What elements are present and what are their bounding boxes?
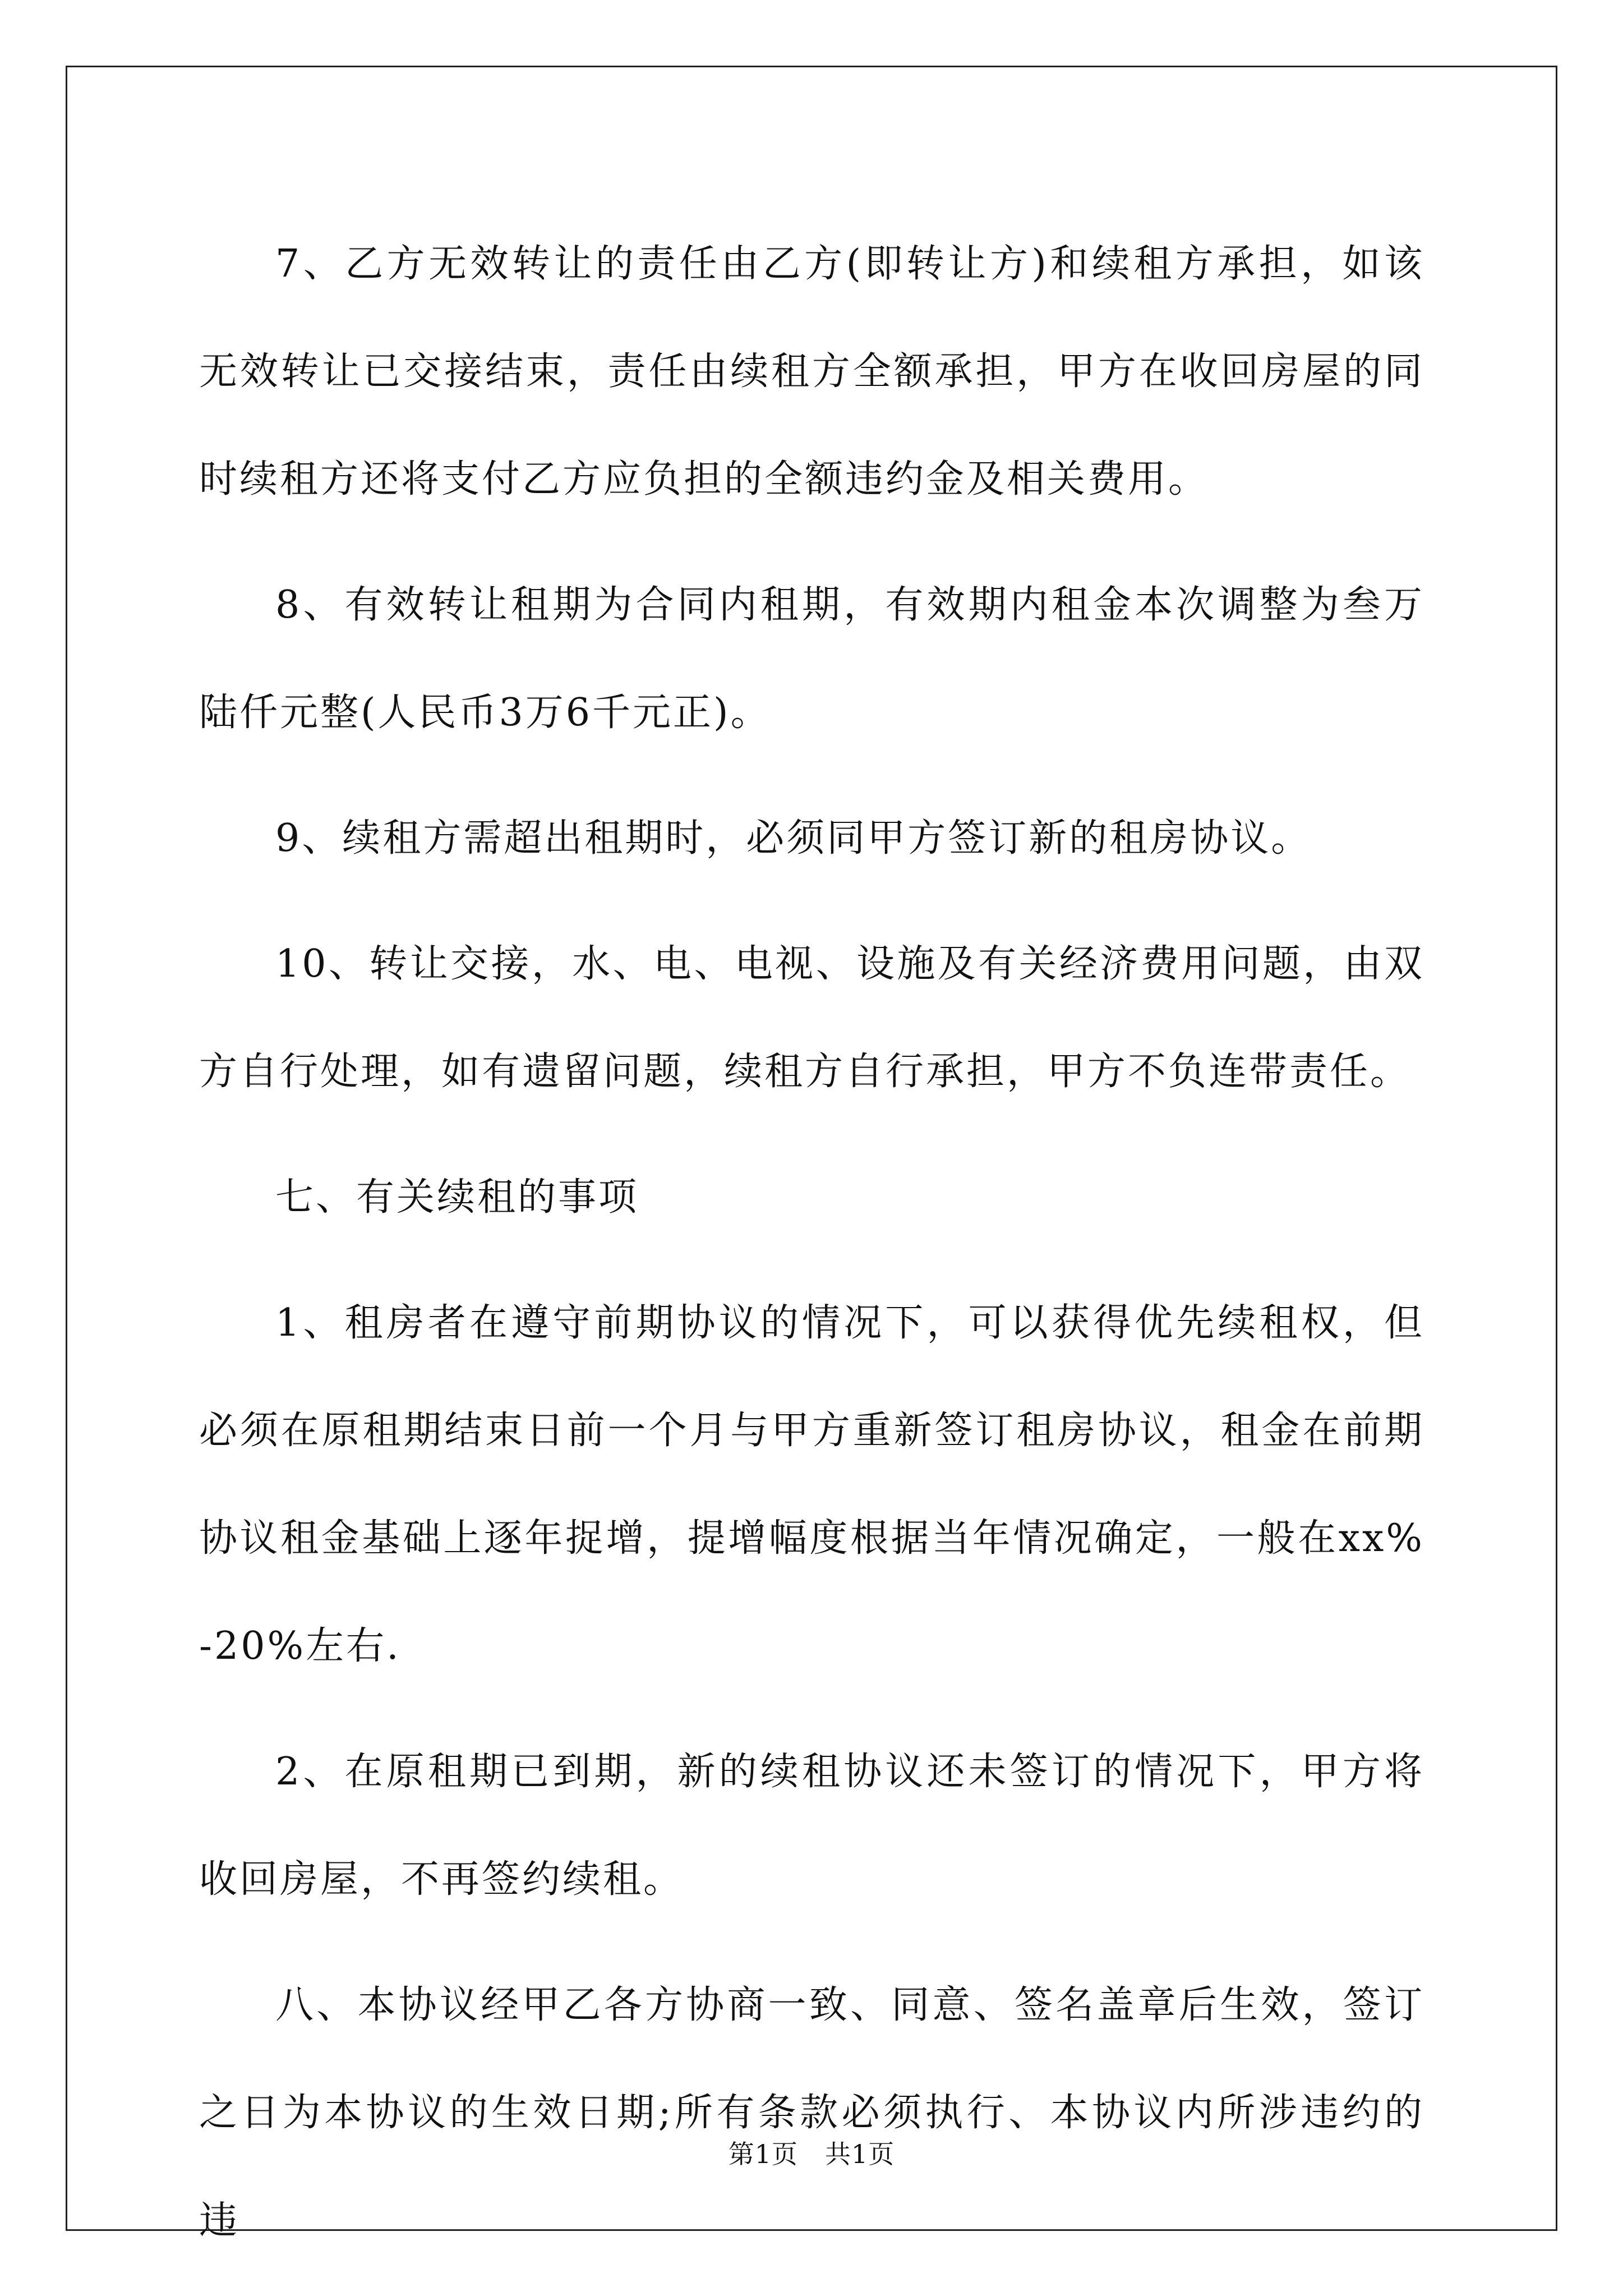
paragraph-clause-10: 10、转让交接，水、电、电视、设施及有关经济费用问题，由双方自行处理，如有遗留问题，续租方自行承担，甲方不负连带责任。 (199, 942, 1424, 1094)
paragraph-section-8: 八、本协议经甲乙各方协商一致、同意、签名盖章后生效，签订之日为本协议的生效日期;所有条款必须执行、本协议内所涉违约的违 (199, 1983, 1424, 2243)
paragraph-renewal-1: 1、租房者在遵守前期协议的情况下，可以获得优先续租权，但必须在原租期结束日前一个月与甲方重新签订租房协议，租金在前期协议租金基础上逐年捉增，提增幅度根据当年情况确定，一般在xx%-20%左右. (199, 1301, 1424, 1668)
paragraph-clause-8: 8、有效转让租期为合同内租期，有效期内租金本次调整为叁万陆仟元整(人民币3万6千元正)。 (199, 583, 1424, 735)
page-number: 第1页 (728, 2139, 798, 2169)
document-body (199, 210, 1424, 2275)
page-total: 共1页 (825, 2139, 895, 2169)
section-heading-renewal: 七、有关续租的事项 (275, 1175, 639, 1220)
page-footer (0, 2137, 1623, 2171)
paragraph-renewal-2: 2、在原租期已到期，新的续租协议还未签订的情况下，甲方将收回房屋，不再签约续租。 (199, 1750, 1424, 1902)
paragraph-clause-7: 7、乙方无效转让的责任由乙方(即转让方)和续租方承担，如该无效转让已交接结束，责任由续租方全额承担，甲方在收回房屋的同时续租方还将支付乙方应负担的全额违约金及相关费用。 (199, 242, 1424, 501)
paragraph-clause-9: 9、续租方需超出租期时，必须同甲方签订新的租房协议。 (275, 816, 1312, 861)
